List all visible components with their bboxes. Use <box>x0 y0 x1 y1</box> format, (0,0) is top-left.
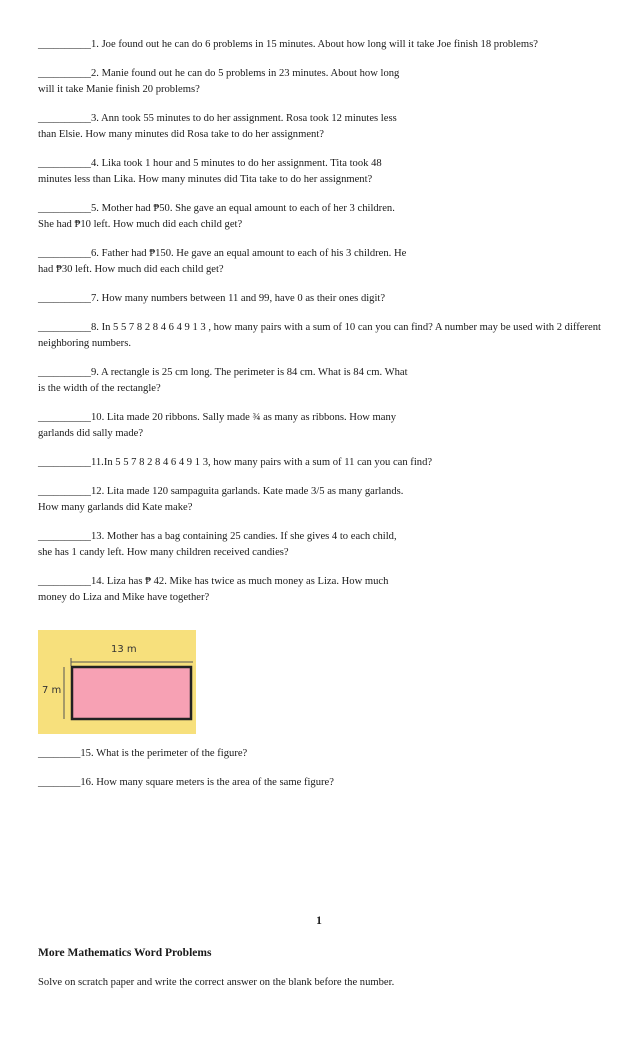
problem-5 <box>38 201 604 233</box>
answer-blank: __________ <box>38 412 91 423</box>
problem-16 <box>38 775 604 791</box>
problem-7 <box>38 291 604 307</box>
answer-blank: ________ <box>38 748 81 759</box>
problem-text: 6. Father had ₱150. He gave an equal amount to each of his 3 children. He had ₱30 left. How much did each child get? <box>38 248 407 275</box>
answer-blank: __________ <box>38 39 91 50</box>
answer-blank: __________ <box>38 158 91 169</box>
problem-text: 15. What is the perimeter of the figure? <box>80 748 248 759</box>
problem-3 <box>38 111 604 143</box>
problem-10 <box>38 410 604 442</box>
instructions: Solve on scratch paper and write the correct answer on the blank before the number. <box>38 977 395 988</box>
problem-1 <box>38 37 604 53</box>
problem-text: 13. Mother has a bag containing 25 candies. If she gives 4 to each child, she has 1 candy left. How many children received candies? <box>38 531 397 558</box>
height-label: 7 m <box>42 685 62 696</box>
answer-blank: __________ <box>38 248 91 259</box>
problem-9 <box>38 365 604 397</box>
answer-blank: __________ <box>38 457 91 468</box>
problem-2 <box>38 66 604 98</box>
problem-text: 9. A rectangle is 25 cm long. The perimeter is 84 cm. What is 84 cm. What is the width of the rectangle? <box>38 367 408 394</box>
problem-text: 1. Joe found out he can do 6 problems in 15 minutes. About how long will it take Joe finish 18 problems? <box>90 39 538 50</box>
problem-14 <box>38 574 604 606</box>
rectangle-figure <box>38 630 196 734</box>
problem-text: 5. Mother had ₱50. She gave an equal amount to each of her 3 children. She had ₱10 left. How much did each child get? <box>38 203 395 230</box>
problem-15 <box>38 746 604 762</box>
width-label: 13 m <box>111 644 137 655</box>
problem-text: 11.In 5 5 7 8 2 8 4 6 4 9 1 3, how many pairs with a sum of 11 can you can find? <box>90 457 433 468</box>
problem-list <box>38 37 604 619</box>
answer-blank: __________ <box>38 68 91 79</box>
problem-8 <box>38 320 604 352</box>
page-number: 1 <box>316 915 322 927</box>
problem-6 <box>38 246 604 278</box>
problem-text: 14. Liza has ₱ 42. Mike has twice as much money as Liza. How much money do Liza and Mike have together? <box>38 576 389 603</box>
answer-blank: __________ <box>38 113 91 124</box>
answer-blank: __________ <box>38 531 91 542</box>
answer-blank: __________ <box>38 367 91 378</box>
problem-4 <box>38 156 604 188</box>
problem-text: 7. How many numbers between 11 and 99, have 0 as their ones digit? <box>90 293 386 304</box>
figure-questions <box>38 746 604 804</box>
problem-text: 3. Ann took 55 minutes to do her assignment. Rosa took 12 minutes less than Elsie. How many minutes did Rosa take to do her assignment? <box>38 113 397 140</box>
answer-blank: ________ <box>38 777 81 788</box>
answer-blank: __________ <box>38 322 91 333</box>
problem-11 <box>38 455 604 471</box>
pink-rectangle <box>72 667 191 719</box>
problem-text: 4. Lika took 1 hour and 5 minutes to do her assignment. Tita took 48 minutes less than Lika. How many minutes did Tita take to do her assignment? <box>38 158 382 185</box>
problem-12 <box>38 484 604 516</box>
problem-text: 8. In 5 5 7 8 2 8 4 6 4 9 1 3 , how many pairs with a sum of 10 can you can find? A number may be used with 2 different neighboring numbers. <box>38 322 601 349</box>
problem-text: 2. Manie found out he can do 5 problems in 23 minutes. About how long will it take Manie finish 20 problems? <box>38 68 400 95</box>
problem-13 <box>38 529 604 561</box>
section-title: More Mathematics Word Problems <box>38 947 212 959</box>
answer-blank: __________ <box>38 576 91 587</box>
problem-text: 16. How many square meters is the area of the same figure? <box>80 777 334 788</box>
answer-blank: __________ <box>38 203 91 214</box>
answer-blank: __________ <box>38 486 91 497</box>
problem-text: 12. Lita made 120 sampaguita garlands. Kate made 3/5 as many garlands. How many garlands did Kate make? <box>38 486 404 513</box>
answer-blank: __________ <box>38 293 91 304</box>
problem-text: 10. Lita made 20 ribbons. Sally made ¾ as many as ribbons. How many garlands did sally made? <box>38 412 397 439</box>
